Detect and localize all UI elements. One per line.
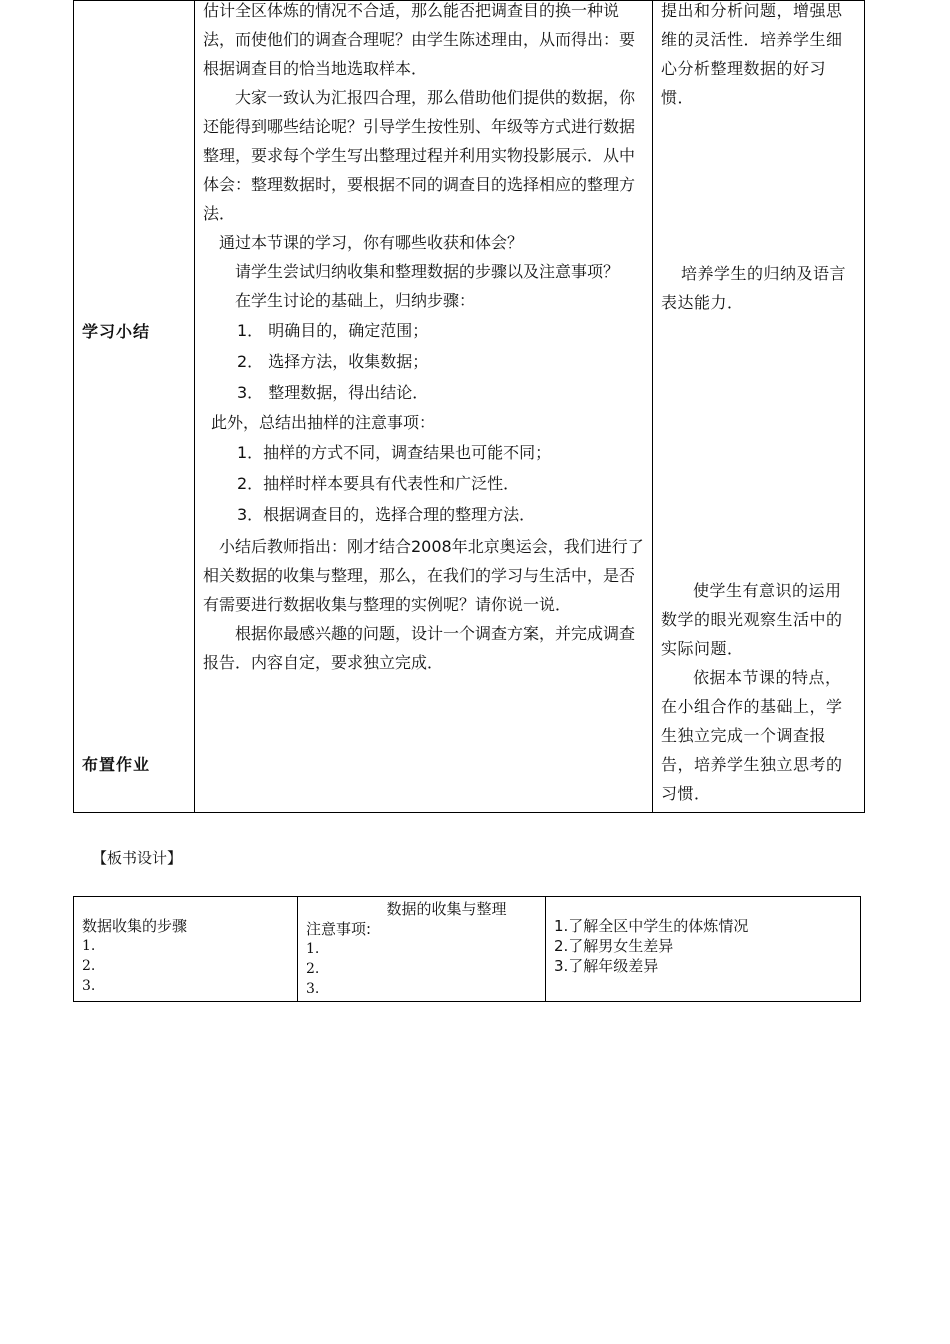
board-goal-item: 1.了解全区中学生的体炼情况 bbox=[554, 917, 749, 935]
note-item: 1．抽样的方式不同，调查结果也可能不同； bbox=[237, 443, 552, 462]
paragraph-sample: 估计全区体炼的情况不合适，那么能否把调查目的换一种说法，而使他们的调查合理呢？由学生陈述理由，从而得出：要根据调查目的恰当地选取样本． bbox=[203, 1, 636, 78]
homework-label: 布置作业 bbox=[82, 755, 151, 774]
board-title: 数据的收集与整理 bbox=[386, 900, 507, 918]
board-note-slot: 3. bbox=[306, 981, 320, 997]
notes-intro: 此外，总结出抽样的注意事项： bbox=[211, 413, 436, 432]
board-step-slot: 3. bbox=[82, 978, 96, 994]
intent-body bbox=[653, 1, 864, 812]
board-design-heading: 【板书设计】 bbox=[92, 849, 183, 867]
lesson-plan-table bbox=[73, 0, 865, 813]
paragraph-steps-intro: 在学生讨论的基础上，归纳步骤： bbox=[235, 291, 476, 310]
paragraph-ask: 请学生尝试归纳收集和整理数据的步骤以及注意事项？ bbox=[235, 262, 620, 281]
board-goal-item: 3.了解年级差异 bbox=[554, 957, 659, 975]
board-notes-header: 注意事项: bbox=[306, 920, 372, 938]
paragraph-teacher-note: 小结后教师指出：刚才结合2008年北京奥运会，我们进行了相关数据的收集与整理，那么，在我们的学习与生活中，是否有需要进行数据收集与整理的实例呢？请你说一说． bbox=[203, 537, 644, 614]
intent-analysis: 提出和分析问题，增强思维的灵活性．培养学生细心分析整理数据的好习惯． bbox=[661, 1, 843, 107]
step-item: 3． 整理数据，得出结论． bbox=[237, 383, 429, 402]
board-note-slot: 1. bbox=[306, 941, 320, 957]
intent-homework: 依据本节课的特点，在小组合作的基础上，学生独立完成一个调查报告，培养学生独立思考的习惯． bbox=[661, 668, 843, 803]
paragraph-question: 通过本节课的学习，你有哪些收获和体会？ bbox=[219, 233, 524, 252]
intent-summary: 培养学生的归纳及语言表达能力． bbox=[661, 264, 847, 312]
board-steps-header: 数据收集的步骤 bbox=[82, 917, 188, 935]
step-item: 2． 选择方法，收集数据； bbox=[237, 352, 429, 371]
step-item: 1． 明确目的，确定范围； bbox=[237, 321, 429, 340]
board-note-slot: 2. bbox=[306, 961, 320, 977]
board-step-slot: 1. bbox=[82, 938, 96, 954]
note-item: 3．根据调查目的，选择合理的整理方法． bbox=[237, 505, 536, 524]
board-step-slot: 2. bbox=[82, 958, 96, 974]
board-col-goals bbox=[546, 897, 861, 1002]
content-column bbox=[195, 1, 653, 813]
board-design-table bbox=[73, 896, 861, 1002]
note-item: 2．抽样时样本要具有代表性和广泛性． bbox=[237, 474, 520, 493]
content-body bbox=[195, 0, 652, 677]
board-col-steps bbox=[74, 897, 298, 1002]
label-column bbox=[74, 1, 195, 813]
intent-column bbox=[653, 1, 865, 813]
paragraph-organize: 大家一致认为汇报四合理，那么借助他们提供的数据，你还能得到哪些结论呢？引导学生按性别、年级等方式进行数据整理，要求每个学生写出整理过程并利用实物投影展示．从中体会：整理数据时，要根据不同的调查目的选择相应的整理方法． bbox=[203, 88, 636, 223]
board-goal-item: 2.了解男女生差异 bbox=[554, 937, 674, 955]
board-col-notes bbox=[298, 897, 546, 1002]
paragraph-homework: 根据你最感兴趣的问题，设计一个调查方案，并完成调查报告．内容自定，要求独立完成． bbox=[203, 624, 636, 672]
intent-observe: 使学生有意识的运用数学的眼光观察生活中的实际问题． bbox=[661, 581, 843, 658]
summary-label: 学习小结 bbox=[82, 322, 151, 341]
